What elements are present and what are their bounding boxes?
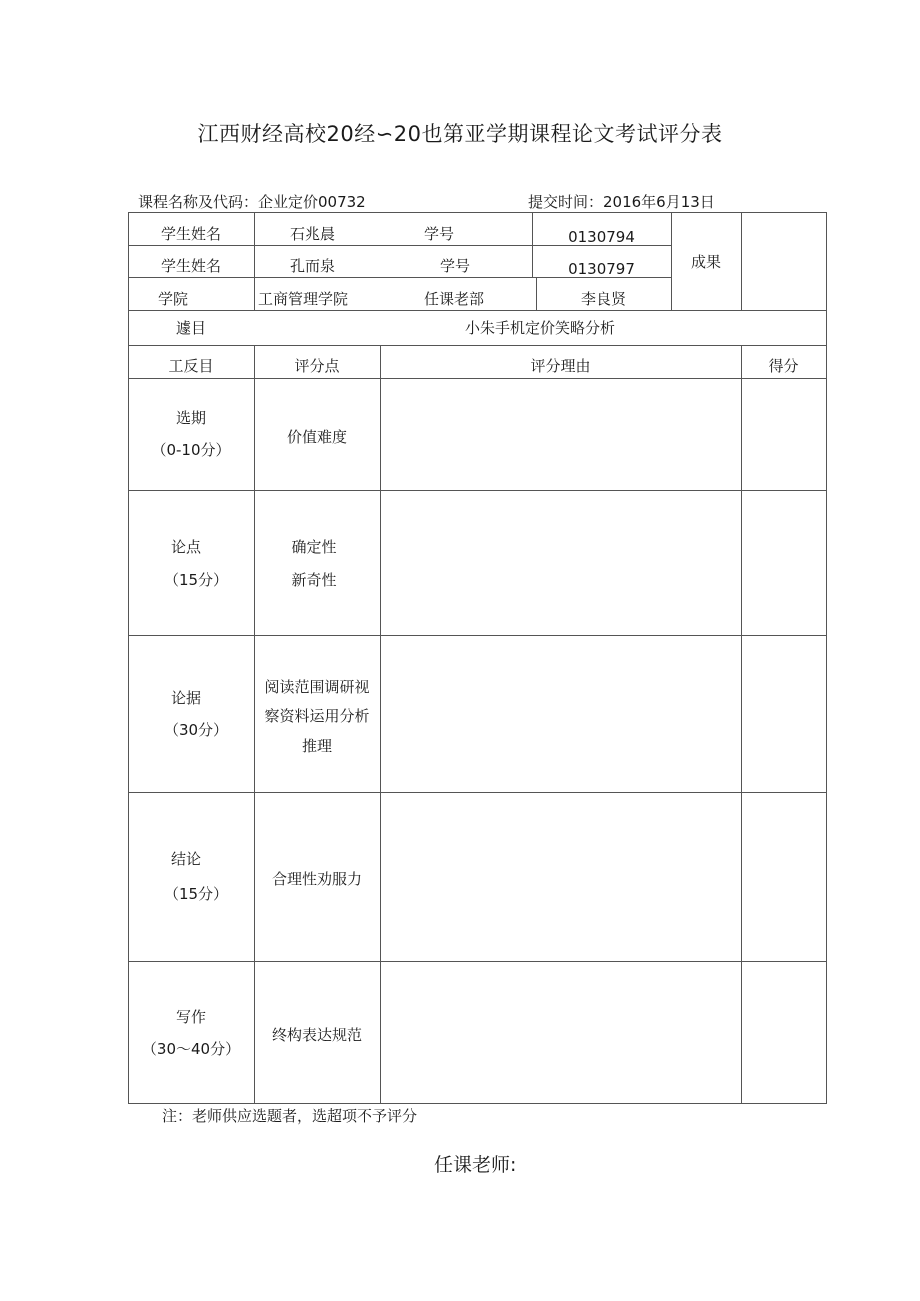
criterion-point: 确定性 xyxy=(291,538,337,556)
criterion-point: 推理 xyxy=(301,737,332,755)
criterion-point: 终构表达规范 xyxy=(271,1026,362,1044)
criterion-item: 选期 xyxy=(175,409,206,427)
criterion-range: （15分） xyxy=(163,885,229,903)
page-title: 江西财经高校20经∽20也第亚学期课程论文考试评分表 xyxy=(197,122,723,146)
topic-value: 小朱手机定价笑略分析 xyxy=(464,319,615,337)
criterion-item: 论点 xyxy=(170,538,201,556)
criterion-item: 结论 xyxy=(170,850,201,868)
criterion-point: 阅读范围调研视 xyxy=(264,678,370,696)
student-name-label: 学生姓名 xyxy=(160,225,221,243)
teacher-signature-label: 任课老师: xyxy=(434,1154,517,1176)
student-name-label: 学生姓名 xyxy=(160,257,221,275)
student-name: 孔而泉 xyxy=(290,257,336,275)
criterion-point: 价值难度 xyxy=(286,428,347,446)
criterion-range: （30〜40分） xyxy=(141,1040,241,1058)
teacher-label: 任课老部 xyxy=(424,290,485,308)
teacher-name: 李良贤 xyxy=(580,290,626,308)
criterion-item: 论据 xyxy=(170,689,201,707)
criterion-range: （0-10分） xyxy=(151,441,231,459)
student-name: 石兆晨 xyxy=(290,225,336,243)
student-id-label: 学号 xyxy=(424,225,455,243)
criterion-point: 察资料运用分析 xyxy=(264,707,370,725)
student-id: 0130794 xyxy=(568,228,635,246)
header-reason: 评分理由 xyxy=(530,357,591,375)
header-item: 工反目 xyxy=(168,357,214,375)
topic-label: 遽目 xyxy=(175,319,206,337)
course-name-code: 课程名称及代码：企业定价00732 xyxy=(138,193,366,211)
submit-time: 提交时间：2016年6月13日 xyxy=(528,193,715,211)
criterion-range: （15分） xyxy=(163,571,229,589)
criterion-range: （30分） xyxy=(163,721,229,739)
college-name: 工商管理学院 xyxy=(258,290,349,308)
footnote: 注：老师供应选题者，选超项不予评分 xyxy=(162,1107,418,1125)
header-point: 评分点 xyxy=(294,357,340,375)
criterion-point: 合理性劝服力 xyxy=(271,870,362,888)
college-label: 学院 xyxy=(158,290,189,308)
criterion-item: 写作 xyxy=(175,1008,206,1026)
student-id-label: 学号 xyxy=(440,257,471,275)
criterion-point: 新奇性 xyxy=(291,571,337,589)
header-score: 得分 xyxy=(768,357,799,375)
result-label: 成果 xyxy=(690,253,721,271)
student-id: 0130797 xyxy=(568,260,635,278)
